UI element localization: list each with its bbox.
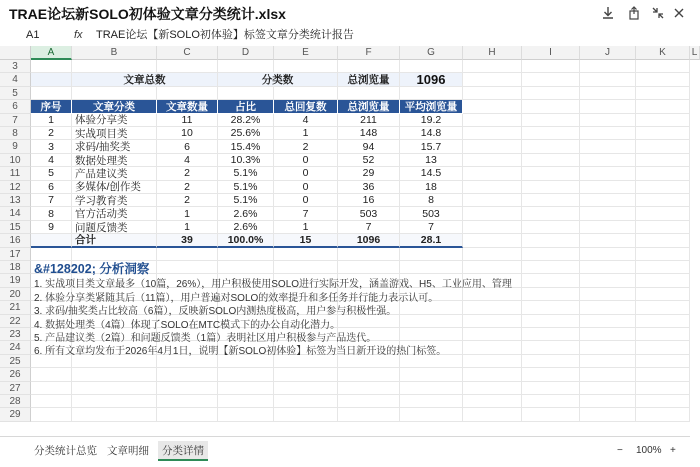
table-cell[interactable]: 5 — [31, 167, 72, 180]
row-header-10[interactable]: 10 — [0, 154, 31, 167]
row-header-9[interactable]: 9 — [0, 140, 31, 153]
table-cell[interactable]: 503 — [400, 207, 463, 220]
grid-cell[interactable] — [31, 395, 72, 408]
table-category-cell[interactable]: 问题反馈类 — [72, 221, 157, 234]
column-header-d[interactable]: D — [218, 46, 274, 60]
table-total-cell[interactable]: 100.0% — [218, 234, 274, 247]
table-category-cell[interactable]: 体验分享类 — [72, 114, 157, 127]
table-category-cell[interactable]: 多媒体/创作类 — [72, 181, 157, 194]
grid-cell[interactable] — [338, 248, 400, 261]
grid-cell[interactable] — [463, 221, 522, 234]
summary-total-views-value[interactable]: 1096 — [400, 73, 463, 86]
table-total-cell[interactable]: 15 — [274, 234, 338, 247]
grid-cell[interactable] — [636, 408, 690, 421]
table-cell[interactable]: 4 — [157, 154, 218, 167]
column-header-f[interactable]: F — [338, 46, 400, 60]
table-cell[interactable]: 5.1% — [218, 194, 274, 207]
grid-cell[interactable] — [522, 207, 580, 220]
grid-cell[interactable] — [522, 154, 580, 167]
grid-cell[interactable] — [463, 341, 522, 354]
grid-cell[interactable] — [636, 234, 690, 247]
grid-cell[interactable] — [338, 382, 400, 395]
grid-cell[interactable] — [157, 60, 218, 73]
grid-cell[interactable] — [338, 261, 400, 274]
row-header-20[interactable]: 20 — [0, 288, 31, 301]
grid-cell[interactable] — [636, 60, 690, 73]
grid-cell[interactable] — [580, 355, 636, 368]
grid-cell[interactable] — [463, 114, 522, 127]
grid-cell[interactable] — [636, 100, 690, 113]
table-total-cell[interactable]: 合计 — [72, 234, 157, 247]
grid-cell[interactable] — [580, 221, 636, 234]
grid-cell[interactable] — [463, 368, 522, 381]
grid-cell[interactable] — [157, 248, 218, 261]
table-cell[interactable]: 29 — [338, 167, 400, 180]
column-header-i[interactable]: I — [522, 46, 580, 60]
grid-cell[interactable] — [636, 87, 690, 100]
grid-cell[interactable] — [636, 73, 690, 86]
grid-cell[interactable] — [338, 395, 400, 408]
grid-cell[interactable] — [72, 395, 157, 408]
row-header-13[interactable]: 13 — [0, 194, 31, 207]
grid-cell[interactable] — [522, 328, 580, 341]
grid-cell[interactable] — [72, 382, 157, 395]
grid-cell[interactable] — [463, 154, 522, 167]
grid-cell[interactable] — [31, 408, 72, 421]
grid-cell[interactable] — [580, 127, 636, 140]
grid-cell[interactable] — [72, 368, 157, 381]
grid-cell[interactable] — [218, 248, 274, 261]
grid-cell[interactable] — [274, 261, 338, 274]
grid-cell[interactable] — [522, 395, 580, 408]
row-header-14[interactable]: 14 — [0, 207, 31, 220]
grid-cell[interactable] — [522, 167, 580, 180]
grid-cell[interactable] — [580, 382, 636, 395]
grid-cell[interactable] — [157, 261, 218, 274]
grid-cell[interactable] — [274, 368, 338, 381]
table-cell[interactable]: 0 — [274, 194, 338, 207]
grid-cell[interactable] — [463, 395, 522, 408]
fx-label: fx — [74, 29, 83, 41]
table-category-cell[interactable]: 数据处理类 — [72, 154, 157, 167]
grid-cell[interactable] — [463, 194, 522, 207]
grid-cell[interactable] — [400, 315, 463, 328]
grid-cell[interactable] — [274, 408, 338, 421]
table-cell[interactable]: 16 — [338, 194, 400, 207]
row-header-6[interactable]: 6 — [0, 100, 31, 113]
grid-cell[interactable] — [580, 368, 636, 381]
grid-cell[interactable] — [522, 140, 580, 153]
table-cell[interactable]: 2 — [274, 140, 338, 153]
grid-cell[interactable] — [580, 194, 636, 207]
row-header-18[interactable]: 18 — [0, 261, 31, 274]
table-cell[interactable]: 2.6% — [218, 221, 274, 234]
table-cell[interactable]: 5.1% — [218, 181, 274, 194]
grid-cell[interactable] — [636, 288, 690, 301]
table-category-cell[interactable]: 官方活动类 — [72, 207, 157, 220]
grid-cell[interactable] — [580, 328, 636, 341]
grid-cell[interactable] — [580, 315, 636, 328]
grid-cell[interactable] — [636, 382, 690, 395]
grid-cell[interactable] — [463, 87, 522, 100]
download-icon[interactable] — [598, 3, 618, 23]
grid-cell[interactable] — [400, 395, 463, 408]
grid-cell[interactable] — [463, 315, 522, 328]
grid-cell[interactable] — [463, 207, 522, 220]
row-header-17[interactable]: 17 — [0, 248, 31, 261]
collapse-icon[interactable] — [648, 3, 668, 23]
grid-cell[interactable] — [400, 382, 463, 395]
grid-cell[interactable] — [636, 207, 690, 220]
grid-cell[interactable] — [463, 73, 522, 86]
row-header-5[interactable]: 5 — [0, 87, 31, 100]
column-header-h[interactable]: H — [463, 46, 522, 60]
grid-cell[interactable] — [636, 114, 690, 127]
grid-cell[interactable] — [72, 408, 157, 421]
grid-cell[interactable] — [31, 60, 72, 73]
table-total-cell[interactable]: 28.1 — [400, 234, 463, 247]
grid-cell[interactable] — [636, 368, 690, 381]
title-bar — [0, 0, 690, 27]
grid-cell[interactable] — [580, 167, 636, 180]
grid-cell[interactable] — [522, 100, 580, 113]
grid-cell[interactable] — [580, 395, 636, 408]
grid-cell[interactable] — [522, 181, 580, 194]
grid-cell[interactable] — [463, 181, 522, 194]
table-cell[interactable]: 11 — [157, 114, 218, 127]
grid-cell[interactable] — [218, 395, 274, 408]
table-cell[interactable]: 0 — [274, 154, 338, 167]
grid-cell[interactable] — [463, 234, 522, 247]
table-header-1[interactable]: 文章分类 — [72, 100, 157, 113]
row-header-24[interactable]: 24 — [0, 341, 31, 354]
grid-cell[interactable] — [522, 408, 580, 421]
table-cell[interactable]: 36 — [338, 181, 400, 194]
grid-cell[interactable] — [218, 382, 274, 395]
table-cell[interactable]: 0 — [274, 167, 338, 180]
grid-cell[interactable] — [522, 355, 580, 368]
table-cell[interactable]: 2 — [31, 127, 72, 140]
column-header-l[interactable]: L — [690, 46, 700, 60]
table-header-6[interactable]: 平均浏览量 — [400, 100, 463, 113]
grid-cell[interactable] — [522, 73, 580, 86]
grid-cell[interactable] — [522, 368, 580, 381]
summary-category-count-label[interactable]: 分类数 — [218, 73, 338, 86]
column-header-c[interactable]: C — [157, 46, 218, 60]
table-cell[interactable]: 7 — [274, 207, 338, 220]
grid-cell[interactable] — [463, 167, 522, 180]
grid-cell[interactable] — [580, 154, 636, 167]
analysis-line: 1. 实战项目类文章最多（10篇，26%），用户积极使用SOLO进行实际开发，涵盖游戏、H5、工业应用、管理 — [34, 279, 512, 291]
grid-cell[interactable] — [463, 382, 522, 395]
table-category-cell[interactable]: 求码/抽奖类 — [72, 140, 157, 153]
select-all-corner[interactable] — [0, 46, 31, 60]
grid-cell[interactable] — [218, 408, 274, 421]
grid-cell[interactable] — [463, 60, 522, 73]
grid-cell[interactable] — [636, 248, 690, 261]
grid-cell[interactable] — [274, 382, 338, 395]
table-total-cell[interactable] — [31, 234, 72, 247]
grid-cell[interactable] — [400, 261, 463, 274]
grid-cell[interactable] — [157, 395, 218, 408]
grid-cell[interactable] — [463, 408, 522, 421]
analysis-line: 3. 求码/抽奖类占比较高（6篇），反映新SOLO内测热度极高，用户参与积极性强。 — [34, 306, 397, 318]
grid-cell[interactable] — [522, 194, 580, 207]
grid-cell[interactable] — [274, 248, 338, 261]
grid-cell[interactable] — [636, 261, 690, 274]
grid-cell[interactable] — [580, 301, 636, 314]
table-cell[interactable]: 15.7 — [400, 140, 463, 153]
table-category-cell[interactable]: 学习教育类 — [72, 194, 157, 207]
grid-cell[interactable] — [636, 140, 690, 153]
analysis-line: 6. 所有文章均发布于2026年4月1日，说明【新SOLO初体验】标签为当日新开设的热门标签。 — [34, 346, 447, 358]
grid-cell[interactable] — [636, 301, 690, 314]
grid-cell[interactable] — [522, 114, 580, 127]
grid-cell[interactable] — [522, 248, 580, 261]
table-cell[interactable]: 148 — [338, 127, 400, 140]
grid-cell[interactable] — [636, 341, 690, 354]
formula-bar — [0, 27, 690, 45]
table-cell[interactable]: 18 — [400, 181, 463, 194]
grid-cell[interactable] — [400, 368, 463, 381]
table-cell[interactable]: 5.1% — [218, 167, 274, 180]
row-header-4[interactable]: 4 — [0, 73, 31, 86]
zoom-out-button[interactable]: − — [617, 445, 623, 456]
sheet-tab-articles[interactable]: 文章明细 — [107, 445, 149, 457]
grid-cell[interactable] — [636, 127, 690, 140]
grid-cell[interactable] — [218, 368, 274, 381]
grid-cell[interactable] — [400, 248, 463, 261]
grid-cell[interactable] — [522, 341, 580, 354]
zoom-level: 100% — [636, 445, 662, 456]
grid-cell[interactable] — [400, 408, 463, 421]
summary-total-articles-label[interactable]: 文章总数 — [72, 73, 218, 86]
row-header-3[interactable]: 3 — [0, 60, 31, 73]
grid-cell[interactable] — [522, 87, 580, 100]
grid-cell[interactable] — [338, 408, 400, 421]
row-header-19[interactable]: 19 — [0, 274, 31, 287]
row-header-16[interactable]: 16 — [0, 234, 31, 247]
table-cell[interactable]: 2.6% — [218, 207, 274, 220]
table-cell[interactable]: 6 — [31, 181, 72, 194]
table-cell[interactable]: 28.2% — [218, 114, 274, 127]
table-cell[interactable]: 8 — [400, 194, 463, 207]
grid-cell[interactable] — [636, 181, 690, 194]
column-header-a[interactable]: A — [31, 46, 72, 60]
grid-cell[interactable] — [580, 288, 636, 301]
grid-cell[interactable] — [157, 368, 218, 381]
column-header-k[interactable]: K — [636, 46, 690, 60]
grid-cell[interactable] — [580, 60, 636, 73]
grid-cell[interactable] — [580, 261, 636, 274]
grid-cell[interactable] — [636, 194, 690, 207]
grid-cell[interactable] — [580, 234, 636, 247]
grid-cell[interactable] — [463, 248, 522, 261]
grid-cell[interactable] — [636, 154, 690, 167]
grid-cell[interactable] — [580, 274, 636, 287]
table-cell[interactable]: 15.4% — [218, 140, 274, 153]
table-cell[interactable]: 52 — [338, 154, 400, 167]
grid-cell[interactable] — [636, 395, 690, 408]
grid-cell[interactable] — [274, 395, 338, 408]
grid-cell[interactable] — [636, 355, 690, 368]
row-header-26[interactable]: 26 — [0, 368, 31, 381]
window-title: TRAE论坛新SOLO初体验文章分类统计.xlsx — [9, 6, 286, 22]
table-cell[interactable]: 3 — [31, 140, 72, 153]
table-header-0[interactable]: 序号 — [31, 100, 72, 113]
grid-cell[interactable] — [580, 181, 636, 194]
grid-cell[interactable] — [463, 127, 522, 140]
table-cell[interactable]: 1 — [157, 207, 218, 220]
table-header-3[interactable]: 占比 — [218, 100, 274, 113]
table-cell[interactable]: 14.8 — [400, 127, 463, 140]
table-cell[interactable]: 25.6% — [218, 127, 274, 140]
grid-cell[interactable] — [522, 221, 580, 234]
sheet-tab-overview[interactable]: 分类统计总览 — [34, 445, 97, 457]
row-header-15[interactable]: 15 — [0, 221, 31, 234]
grid-cell[interactable] — [580, 408, 636, 421]
grid-cell[interactable] — [636, 328, 690, 341]
row-header-23[interactable]: 23 — [0, 328, 31, 341]
table-total-cell[interactable]: 1096 — [338, 234, 400, 247]
table-cell[interactable]: 211 — [338, 114, 400, 127]
grid-cell[interactable] — [580, 207, 636, 220]
zoom-in-button[interactable]: + — [670, 445, 676, 456]
table-cell[interactable]: 10 — [157, 127, 218, 140]
formula-input[interactable]: TRAE论坛【新SOLO初体验】标签文章分类统计报告 — [96, 29, 354, 41]
table-cell[interactable]: 1 — [274, 221, 338, 234]
grid-cell[interactable] — [463, 140, 522, 153]
row-header-12[interactable]: 12 — [0, 181, 31, 194]
grid-cell[interactable] — [580, 248, 636, 261]
sheet-tab-details[interactable]: 分类详情 — [158, 441, 208, 461]
grid-cell[interactable] — [522, 261, 580, 274]
sheet-tab-bar — [0, 436, 690, 467]
table-cell[interactable]: 7 — [400, 221, 463, 234]
share-icon[interactable] — [624, 3, 644, 23]
table-category-cell[interactable]: 实战项目类 — [72, 127, 157, 140]
grid-cell[interactable] — [157, 408, 218, 421]
row-header-28[interactable]: 28 — [0, 395, 31, 408]
analysis-line: 5. 产品建议类（2篇）和问题反馈类（1篇）表明社区用户积极参与产品迭代。 — [34, 333, 377, 344]
table-cell[interactable]: 9 — [31, 221, 72, 234]
table-cell[interactable]: 1 — [157, 221, 218, 234]
grid-cell[interactable] — [463, 301, 522, 314]
row-header-11[interactable]: 11 — [0, 167, 31, 180]
table-category-cell[interactable]: 产品建议类 — [72, 167, 157, 180]
grid-cell[interactable] — [636, 167, 690, 180]
table-cell[interactable]: 6 — [157, 140, 218, 153]
table-cell[interactable]: 10.3% — [218, 154, 274, 167]
grid-cell[interactable] — [463, 100, 522, 113]
table-cell[interactable]: 7 — [338, 221, 400, 234]
row-header-21[interactable]: 21 — [0, 301, 31, 314]
column-header-e[interactable]: E — [274, 46, 338, 60]
table-cell[interactable]: 0 — [274, 181, 338, 194]
row-header-25[interactable]: 25 — [0, 355, 31, 368]
grid-cell[interactable] — [522, 315, 580, 328]
summary-cell[interactable] — [31, 73, 72, 86]
row-header-27[interactable]: 27 — [0, 382, 31, 395]
column-header-b[interactable]: B — [72, 46, 157, 60]
table-cell[interactable]: 7 — [31, 194, 72, 207]
column-header-j[interactable]: J — [580, 46, 636, 60]
grid-cell[interactable] — [400, 328, 463, 341]
table-header-5[interactable]: 总浏览量 — [338, 100, 400, 113]
table-cell[interactable]: 14.5 — [400, 167, 463, 180]
table-cell[interactable]: 2 — [157, 194, 218, 207]
grid-cell[interactable] — [463, 328, 522, 341]
table-cell[interactable]: 13 — [400, 154, 463, 167]
grid-cell[interactable] — [522, 288, 580, 301]
grid-cell[interactable] — [580, 100, 636, 113]
grid-cell[interactable] — [522, 301, 580, 314]
table-cell[interactable]: 8 — [31, 207, 72, 220]
grid-cell[interactable] — [522, 274, 580, 287]
row-header-29[interactable]: 29 — [0, 408, 31, 421]
table-total-cell[interactable]: 39 — [157, 234, 218, 247]
grid-cell[interactable] — [580, 73, 636, 86]
table-cell[interactable]: 19.2 — [400, 114, 463, 127]
grid-cell[interactable] — [157, 382, 218, 395]
table-cell[interactable]: 4 — [31, 154, 72, 167]
grid-cell[interactable] — [636, 274, 690, 287]
grid-cell[interactable] — [31, 382, 72, 395]
grid-cell[interactable] — [522, 60, 580, 73]
cell-reference-box[interactable]: A1 — [26, 29, 40, 41]
grid-cell[interactable] — [580, 341, 636, 354]
grid-cell[interactable] — [463, 355, 522, 368]
table-cell[interactable]: 2 — [157, 181, 218, 194]
analysis-title: &#128202; 分析洞察 — [34, 262, 150, 276]
table-cell[interactable]: 4 — [274, 114, 338, 127]
grid-cell[interactable] — [463, 261, 522, 274]
row-header-7[interactable]: 7 — [0, 114, 31, 127]
close-icon[interactable] — [669, 3, 689, 23]
table-header-4[interactable]: 总回复数 — [274, 100, 338, 113]
table-cell[interactable]: 2 — [157, 167, 218, 180]
grid-cell[interactable] — [580, 140, 636, 153]
table-cell[interactable]: 1 — [31, 114, 72, 127]
grid-cell[interactable] — [522, 234, 580, 247]
table-cell[interactable]: 1 — [274, 127, 338, 140]
grid-cell[interactable] — [338, 368, 400, 381]
row-header-22[interactable]: 22 — [0, 315, 31, 328]
grid-cell[interactable] — [31, 368, 72, 381]
grid-cell[interactable] — [218, 261, 274, 274]
row-header-8[interactable]: 8 — [0, 127, 31, 140]
grid-cell[interactable] — [522, 127, 580, 140]
grid-cell[interactable] — [636, 221, 690, 234]
table-cell[interactable]: 503 — [338, 207, 400, 220]
grid-cell[interactable] — [580, 114, 636, 127]
table-header-2[interactable]: 文章数量 — [157, 100, 218, 113]
column-header-g[interactable]: G — [400, 46, 463, 60]
grid-cell[interactable] — [580, 87, 636, 100]
grid-cell[interactable] — [522, 382, 580, 395]
table-cell[interactable]: 94 — [338, 140, 400, 153]
summary-total-views-label[interactable]: 总浏览量 — [338, 73, 400, 86]
grid-cell[interactable] — [636, 315, 690, 328]
analysis-line: 2. 体验分享类紧随其后（11篇），用户普遍对SOLO的效率提升和多任务并行能力表示认可。 — [34, 292, 439, 304]
analysis-line: 4. 数据处理类（4篇）体现了SOLO在MTC模式下的办公自动化潜力。 — [34, 319, 341, 331]
spreadsheet-grid[interactable] — [0, 46, 698, 436]
